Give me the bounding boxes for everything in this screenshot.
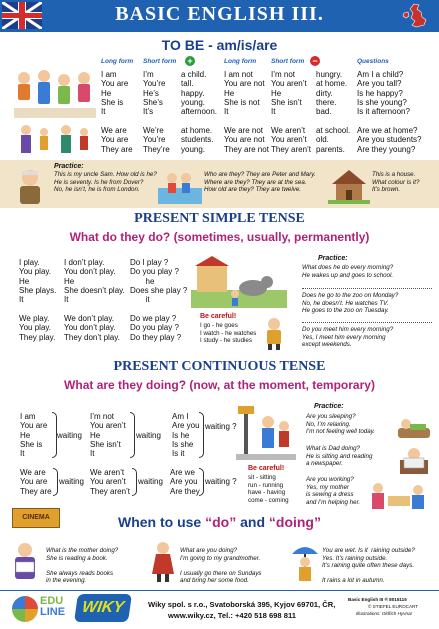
plural-long-form: We are You are They are bbox=[101, 126, 133, 154]
simple-careful-text: I go - he goes I watch - he watches I study - he studies bbox=[200, 322, 257, 345]
girl-walking-illustration bbox=[148, 540, 178, 584]
practice-uncle-text: This is my uncle Sam. How old is he? He is seventy. Is he from Dover? No, he isn’t, he is from London. bbox=[54, 171, 157, 194]
cont-waiting-q: waiting ? bbox=[205, 477, 237, 486]
divider bbox=[302, 288, 432, 289]
present-continuous-title: PRESENT CONTINUOUS TENSE bbox=[113, 359, 326, 374]
singular-long-form: I am You are He She is It bbox=[101, 70, 129, 117]
boy-illustration bbox=[254, 316, 294, 350]
simple-practice-2: Does he go to the zoo on Monday? No, he doesn’t. He watches TV. He goes to the zoo on Tuesday. bbox=[302, 292, 399, 315]
simple-practice-1: What does he do every morning? He wakes up and goes to school. bbox=[302, 264, 394, 279]
divider bbox=[302, 322, 432, 323]
cont-practice-label: Practice: bbox=[314, 403, 344, 410]
present-simple-subtitle: What do they do? (sometimes, usually, permanently) bbox=[69, 230, 370, 244]
simple-careful-label: Be careful! bbox=[200, 313, 237, 320]
cont-waiting: waiting bbox=[57, 431, 82, 440]
zoo-illustration bbox=[191, 254, 287, 308]
footer-code: Basic English III ® 8015115 bbox=[348, 597, 407, 602]
brace bbox=[53, 468, 58, 496]
plural-neg-short: We aren’t You aren’t They aren’t bbox=[271, 126, 312, 154]
plural-neg-adjectives: at school. old. parents. bbox=[316, 126, 351, 154]
uk-map-icon bbox=[402, 3, 430, 29]
simple-q-singular: Do I play ? Do you play ? he Does she play ? it bbox=[130, 258, 188, 305]
family-illustration bbox=[14, 122, 96, 158]
eduline-logo-text-2: LINE bbox=[40, 606, 66, 618]
cont-waiting: waiting bbox=[138, 477, 163, 486]
house-illustration bbox=[328, 166, 370, 204]
do-doing-title: When to use “do” and “doing” bbox=[117, 514, 321, 530]
footer-copyright: © STIEFEL EUROCART bbox=[368, 604, 419, 609]
cont-pos-plural: We are You are They are bbox=[20, 468, 52, 496]
mother-reading-illustration bbox=[6, 540, 44, 582]
to-be-title: TO BE - am/is/are bbox=[161, 37, 278, 53]
simple-pos-singular: I play. You play. He She plays. It bbox=[19, 258, 57, 305]
do-doing-rain: You are wet. Is it raining outside? Yes. It’s raining outside. It’s raining quite often these days. It rains a lot in autumn. bbox=[322, 547, 415, 585]
cont-waiting-q: waiting ? bbox=[205, 422, 237, 431]
simple-pos-plural: We play. You play. They play. bbox=[19, 314, 56, 342]
brace bbox=[199, 412, 204, 458]
cont-q-plural: Are we Are you Are they bbox=[170, 468, 200, 496]
plural-adjectives: at home. students. young. bbox=[181, 126, 214, 154]
plural-short-form: We’re You’re They’re bbox=[143, 126, 170, 154]
footer-illustrations: Illustrations: Oldřich Hyvnar bbox=[356, 611, 413, 616]
cont-neg-singular: I’m not You aren’t He She isn’t It bbox=[90, 412, 126, 459]
footer-company: Wiky spol. s r.o., Svatoborská 395, Kyjov 69701, ČR, bbox=[148, 600, 336, 609]
col-short-form-neg: Short form bbox=[271, 58, 305, 65]
plus-icon: + bbox=[185, 56, 195, 66]
cont-neg-plural: We aren’t You aren’t They aren’t bbox=[90, 468, 131, 496]
cinema-sign: CINEMA bbox=[12, 508, 60, 528]
bus-stop-illustration bbox=[236, 404, 296, 460]
cont-pos-singular: I am You are He She is It bbox=[20, 412, 48, 459]
singular-questions: Am I a child? Are you tall? Is he happy? Is she young? Is it afternoon? bbox=[357, 70, 410, 117]
relaxing-illustration bbox=[396, 410, 432, 444]
col-questions: Questions bbox=[357, 58, 389, 65]
plural-questions: Are we at home? Are you students? Are they young? bbox=[357, 126, 422, 154]
cont-waiting: waiting bbox=[59, 477, 84, 486]
cont-careful-label: Be careful! bbox=[248, 465, 285, 472]
do-doing-mother: What is the mother doing? She is reading a book. She always reads books in the evening. bbox=[46, 547, 119, 585]
do-doing-grandmother: What are you doing? I’m going to my grandmother. I usually go there on Sundays and bring her some food. bbox=[180, 547, 262, 585]
singular-neg-short: I’m not You aren’t He She isn’t It bbox=[271, 70, 307, 117]
cont-practice-1: Are you sleeping? No, I’m relaxing. I’m not feeling well today. bbox=[306, 413, 376, 436]
present-continuous-subtitle: What are they doing? (now, at the moment, temporary) bbox=[64, 378, 375, 392]
simple-neg-singular: I don’t play. You don’t play. He She doesn’t play. It bbox=[64, 258, 125, 305]
cont-q-singular: Am I Are you Is he Is she Is it bbox=[172, 412, 200, 459]
eduline-logo-icon bbox=[12, 596, 38, 622]
cont-careful-text: sit - sitting run - running have - having come - coming bbox=[248, 474, 289, 504]
wiky-logo: WIKY bbox=[74, 594, 132, 622]
footer-divider bbox=[0, 590, 439, 591]
simple-practice-label: Practice: bbox=[318, 255, 348, 262]
dad-reading-illustration bbox=[396, 444, 432, 476]
practice-house-text: This is a house. What colour is it? It’s brown. bbox=[372, 171, 420, 194]
children-illustration bbox=[14, 66, 96, 120]
col-long-form: Long form bbox=[101, 58, 134, 65]
minus-icon: − bbox=[310, 56, 320, 66]
eduline-logo-text-1: EDU bbox=[40, 595, 64, 607]
footer-web: www.wiky.cz, Tel.: +420 518 698 811 bbox=[168, 611, 296, 620]
brace bbox=[130, 412, 135, 458]
plural-neg-long: We are not You are not They are not bbox=[224, 126, 269, 154]
col-long-form-neg: Long form bbox=[224, 58, 257, 65]
cont-waiting: waiting bbox=[136, 431, 161, 440]
col-short-form: Short form bbox=[143, 58, 177, 65]
cont-practice-3: Are you working? Yes, my mother is sewing a dress and I’m helping her. bbox=[306, 476, 361, 506]
singular-short-form: I’m You’re He’s She’s It’s bbox=[143, 70, 166, 117]
cont-practice-2: What is Dad doing? He is sitting and reading a newspaper. bbox=[306, 445, 373, 468]
brace bbox=[132, 468, 137, 496]
simple-practice-3: Do you meet him every morning? Yes, I meet him every morning except weekends. bbox=[302, 326, 394, 349]
singular-neg-long: I am not You are not He She is not It bbox=[224, 70, 265, 117]
simple-neg-plural: We don’t play. You don’t play. They don’t play. bbox=[64, 314, 120, 342]
present-simple-title: PRESENT SIMPLE TENSE bbox=[134, 211, 305, 226]
sea-illustration bbox=[158, 166, 202, 204]
brace bbox=[199, 468, 204, 496]
sewing-illustration bbox=[364, 478, 432, 512]
practice-label: Practice: bbox=[54, 163, 84, 170]
practice-peter-mary-text: Who are they? They are Peter and Mary. Where are they? They are at the sea. How old are they? They are twelve. bbox=[204, 171, 316, 194]
uncle-illustration bbox=[10, 168, 50, 204]
page-title: BASIC ENGLISH III. bbox=[115, 3, 324, 25]
simple-q-plural: Do we play ? Do you play ? Do they play ? bbox=[130, 314, 182, 342]
umbrella-illustration bbox=[290, 540, 320, 584]
singular-adjectives: a child. tall. happy. young. afternoon. bbox=[181, 70, 218, 117]
singular-neg-adjectives: hungry. at home. dirty. there. bad. bbox=[316, 70, 348, 117]
